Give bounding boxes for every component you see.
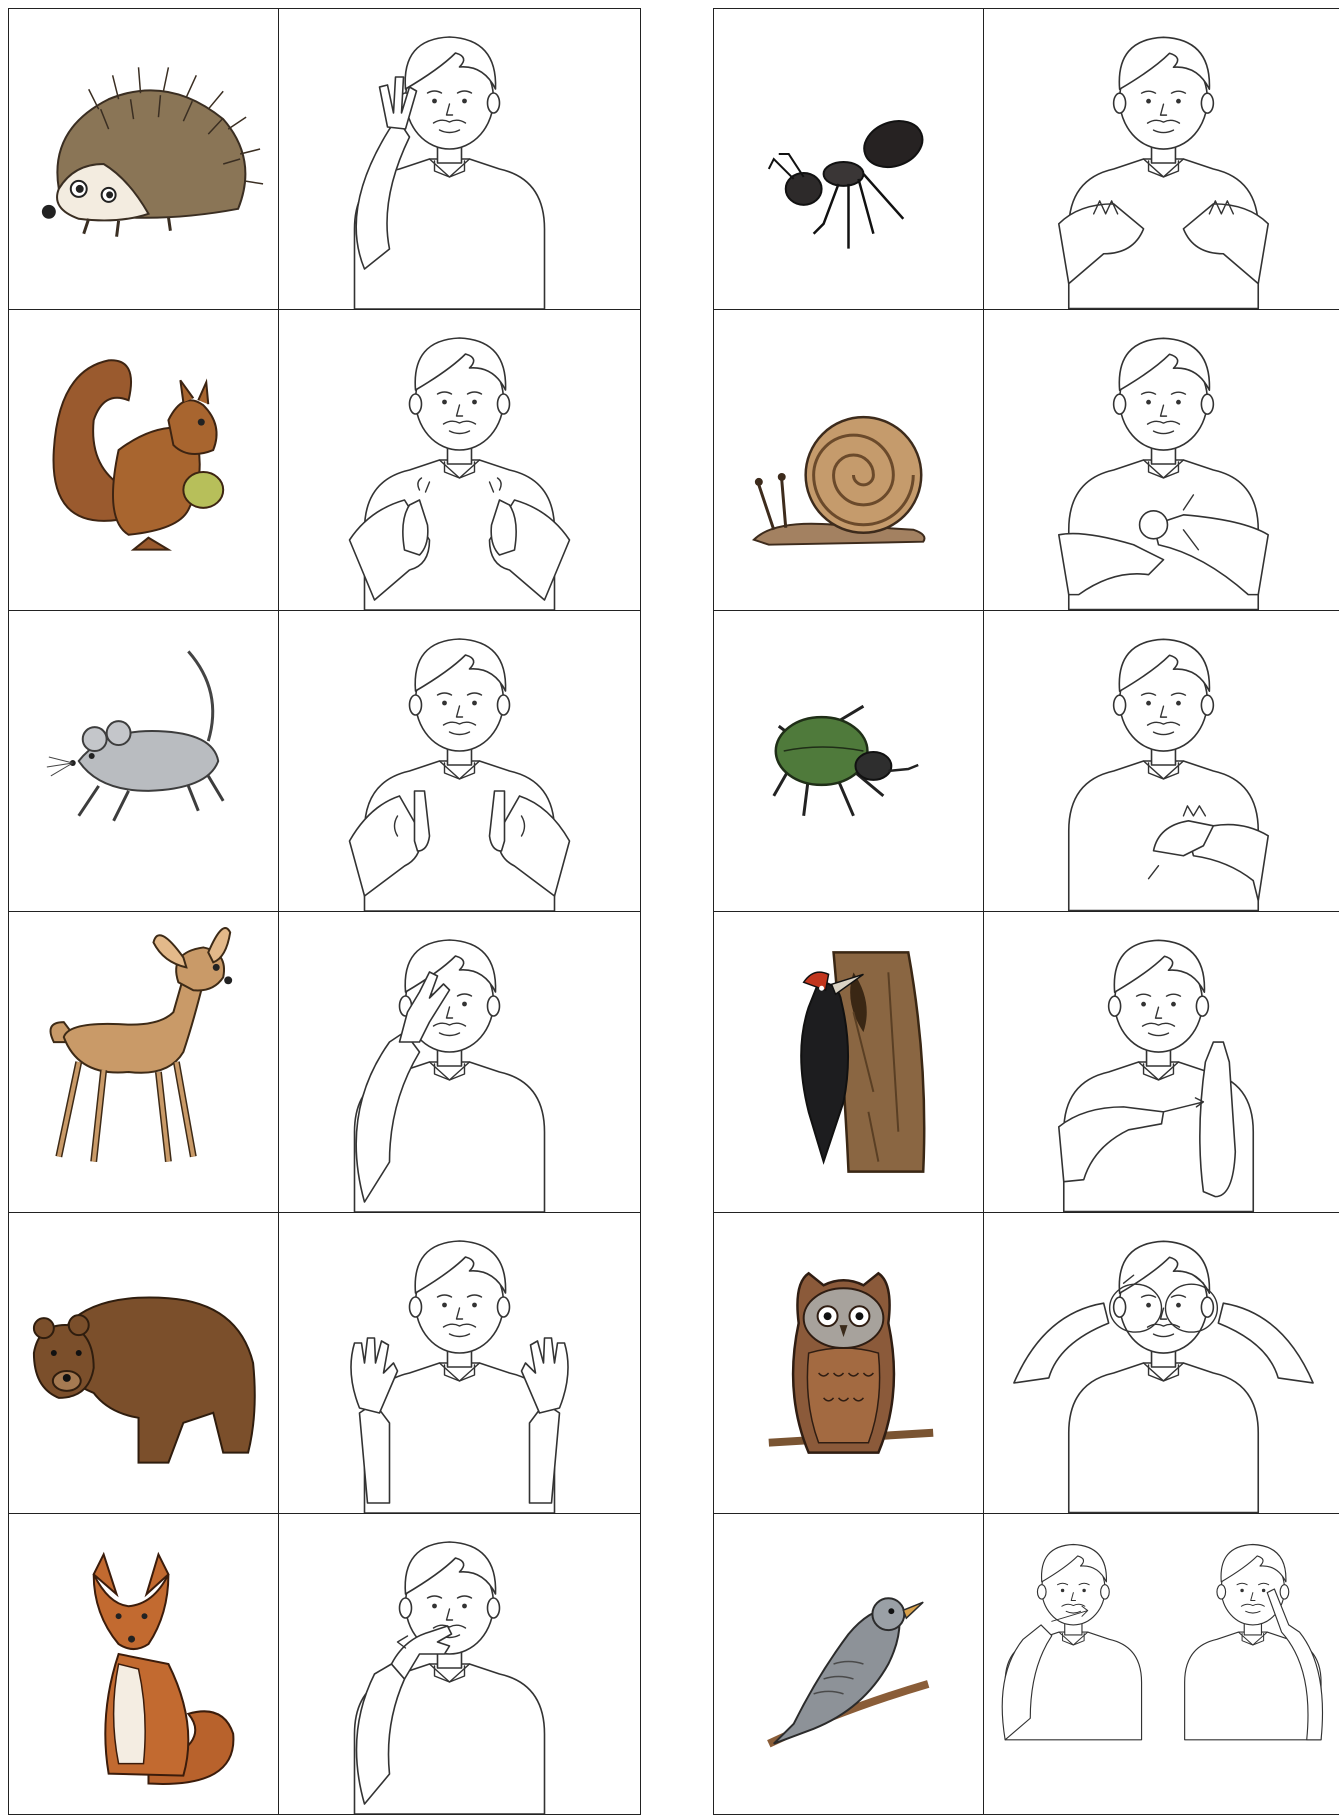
snail-icon — [714, 310, 983, 610]
sign-cell-hedgehog — [279, 9, 641, 310]
sign-cell-owl — [984, 1213, 1339, 1514]
sign-cell-snail — [984, 310, 1339, 611]
animal-cell-beetle — [714, 611, 984, 912]
animal-cell-deer — [9, 912, 279, 1213]
sign-woodpecker-icon — [984, 912, 1339, 1212]
animal-cell-cuckoo — [714, 1514, 984, 1815]
sign-beetle-icon — [984, 611, 1339, 911]
hedgehog-icon — [9, 9, 278, 309]
sign-cuckoo-icon — [984, 1514, 1339, 1814]
mouse-icon — [9, 611, 278, 911]
sign-cell-cuckoo — [984, 1514, 1339, 1815]
sign-fox-icon — [279, 1514, 640, 1814]
animal-cell-bear — [9, 1213, 279, 1514]
animal-cell-ant — [714, 9, 984, 310]
fox-icon — [9, 1514, 278, 1814]
sign-deer-icon — [279, 912, 640, 1212]
sign-squirrel-icon — [279, 310, 640, 610]
ant-icon — [714, 9, 983, 309]
animal-cell-owl — [714, 1213, 984, 1514]
owl-icon — [714, 1213, 983, 1513]
sign-owl-icon — [984, 1213, 1339, 1513]
cuckoo-icon — [714, 1514, 983, 1814]
deer-icon — [9, 912, 278, 1212]
animal-cell-fox — [9, 1514, 279, 1815]
sign-cell-fox — [279, 1514, 641, 1815]
sign-cell-deer — [279, 912, 641, 1213]
animal-cell-squirrel — [9, 310, 279, 611]
beetle-icon — [714, 611, 983, 911]
sign-bear-icon — [279, 1213, 640, 1513]
sign-cell-woodpecker — [984, 912, 1339, 1213]
left-card-grid — [8, 8, 641, 1815]
animal-cell-mouse — [9, 611, 279, 912]
animal-cell-woodpecker — [714, 912, 984, 1213]
sign-cell-ant — [984, 9, 1339, 310]
sign-cell-mouse — [279, 611, 641, 912]
sign-cell-beetle — [984, 611, 1339, 912]
animal-cell-hedgehog — [9, 9, 279, 310]
sign-snail-icon — [984, 310, 1339, 610]
sign-mouse-icon — [279, 611, 640, 911]
woodpecker-icon — [714, 912, 983, 1212]
squirrel-icon — [9, 310, 278, 610]
sign-cell-bear — [279, 1213, 641, 1514]
bear-icon — [9, 1213, 278, 1513]
sign-ant-icon — [984, 9, 1339, 309]
animal-cell-snail — [714, 310, 984, 611]
right-card-grid — [713, 8, 1339, 1815]
sign-cell-squirrel — [279, 310, 641, 611]
sign-hedgehog-icon — [279, 9, 640, 309]
